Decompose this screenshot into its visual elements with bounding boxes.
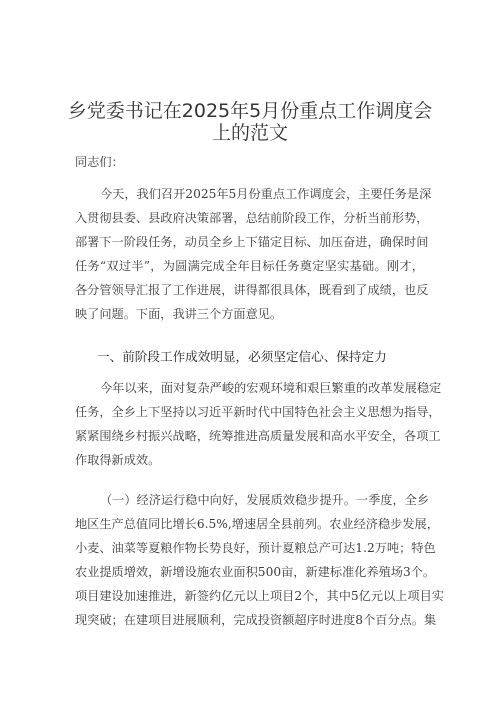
intro-line: 映了问题。下面，我讲三个方面意见。 [75, 307, 283, 321]
intro-line: 任务“双过半”，为圆满完成全年目标任务奠定坚实基础。刚才， [75, 259, 424, 273]
section1-line: 作取得新成效。 [75, 453, 161, 467]
salutation: 同志们： [75, 155, 124, 169]
intro-line: 入贯彻县委、县政府决策部署，总结前阶段工作，分析当前形势， [75, 211, 429, 225]
subsection1-line: 现突破；在建项目进展顺利，完成投资额超序时进度8个百分点。集 [75, 613, 437, 627]
subsection1-line: 小麦、油菜等夏粮作物长势良好，预计夏粮总产可达1.2万吨；特色 [75, 541, 436, 555]
intro-line: 各分管领导汇报了工作进展，讲得都很具体，既看到了成绩，也反 [75, 283, 429, 297]
section1-line: 今年以来，面对复杂严峻的宏观环境和艰巨繁重的改革发展稳定 [100, 381, 442, 395]
subsection1-line: 地区生产总值同比增长6.5%,增速居全县前列。农业经济稳步发展， [75, 517, 439, 531]
intro-line: 今天，我们召开2025年5月份重点工作调度会，主要任务是深 [100, 187, 432, 201]
document-title-line-1: 乡党委书记在2025年5月份重点工作调度会 [67, 100, 433, 122]
intro-line: 部署下一阶段任务，动员全乡上下锚定目标、加压奋进，确保时间 [75, 235, 429, 249]
section1-line: 紧紧围绕乡村振兴战略，统筹推进高质量发展和高水平安全，各项工 [75, 429, 441, 443]
subsection1-line: 项目建设加速推进，新签约亿元以上项目2个，其中5亿元以上项目实 [75, 589, 444, 603]
subsection1-line: 农业提质增效，新增设施农业面积500亩，新建标准化养殖场3个。 [75, 565, 436, 579]
subsection1-line: （一）经济运行稳中向好，发展质效稳步提升。一季度，全乡 [100, 493, 430, 507]
document-title-line-2: 上的范文 [211, 122, 288, 144]
section1-line: 任务，全乡上下坚持以习近平新时代中国特色社会主义思想为指导， [75, 405, 441, 419]
section-heading: 一、前阶段工作成效明显，必须坚定信心、保持定力 [97, 349, 387, 364]
